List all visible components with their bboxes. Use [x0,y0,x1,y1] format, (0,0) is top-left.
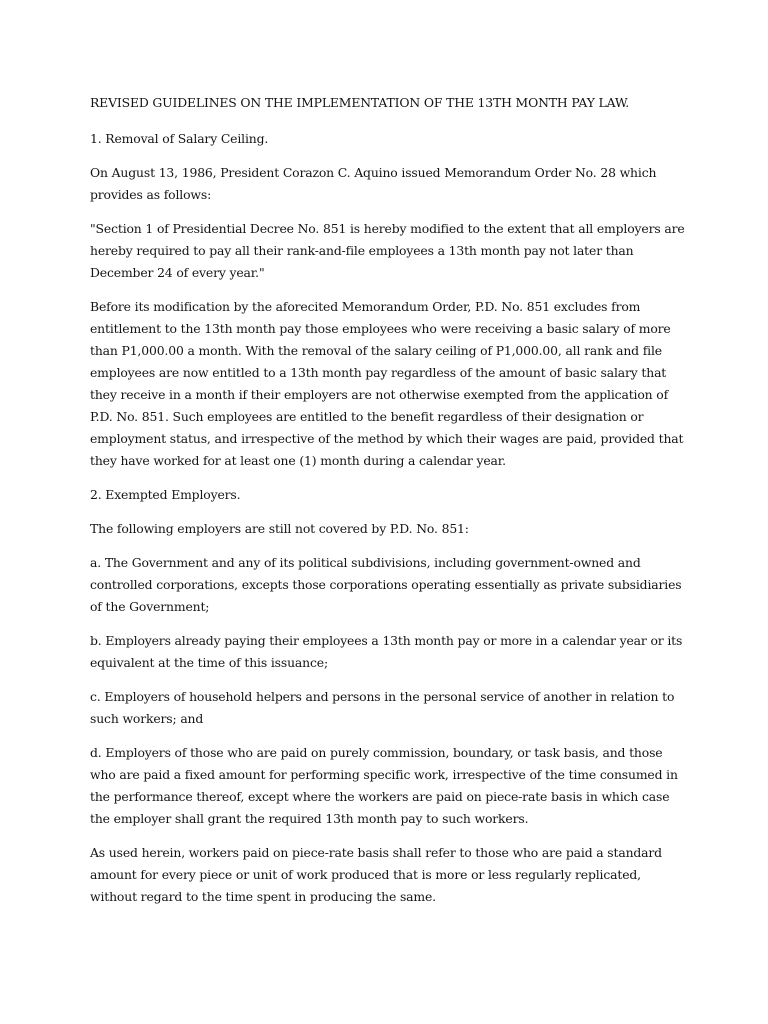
section-2-intro: The following employers are still not covered by P.D. No. 851: [90,521,469,536]
exemption-item-c: c. Employers of household helpers and persons in the personal service of another in relation to such workers; and [90,689,675,726]
section-2-heading: 2. Exempted Employers. [90,487,241,502]
section-1-intro: On August 13, 1986, President Corazon C. Aquino issued Memorandum Order No. 28 which provides as follows: [90,165,657,202]
section-1-heading: 1. Removal of Salary Ceiling. [90,131,269,146]
document-page [90,92,690,920]
exemption-item-a: a. The Government and any of its political subdivisions, including government-owned and controlled corporations, excepts those corporations operating essentially as private subsidiaries of the Government; [90,555,682,614]
section-1-quote: "Section 1 of Presidential Decree No. 851 is hereby modified to the extent that all employers are hereby required to pay all their rank-and-file employees a 13th month pay not later than December 24 of every year." [90,221,685,280]
section-1-body: Before its modification by the aforecited Memorandum Order, P.D. No. 851 excludes from entitlement to the 13th month pay those employees who were receiving a basic salary of more than P1,000.00 a month. With the removal of the salary ceiling of P1,000.00, all rank and file employees are now entitled to a 13th month pay regardless of the amount of basic salary that they receive in a month if their employers are not otherwise exempted from the application of P.D. No. 851. Such employees are entitled to the benefit regardless of their designation or employment status, and irrespective of the method by which their wages are paid, provided that they have worked for at least one (1) month during a calendar year. [90,299,684,468]
exemption-item-d: d. Employers of those who are paid on purely commission, boundary, or task basis, and those who are paid a fixed amount for performing specific work, irrespective of the time consumed in the performance thereof, except where the workers are paid on piece-rate basis in which case the employer shall grant the required 13th month pay to such workers. [90,745,678,826]
piece-rate-definition: As used herein, workers paid on piece-rate basis shall refer to those who are paid a standard amount for every piece or unit of work produced that is more or less regularly replicated, without regard to the time spent in producing the same. [90,845,662,904]
document-title: REVISED GUIDELINES ON THE IMPLEMENTATION OF THE 13TH MONTH PAY LAW. [90,95,630,110]
exemption-item-b: b. Employers already paying their employees a 13th month pay or more in a calendar year or its equivalent at the time of this issuance; [90,633,683,670]
